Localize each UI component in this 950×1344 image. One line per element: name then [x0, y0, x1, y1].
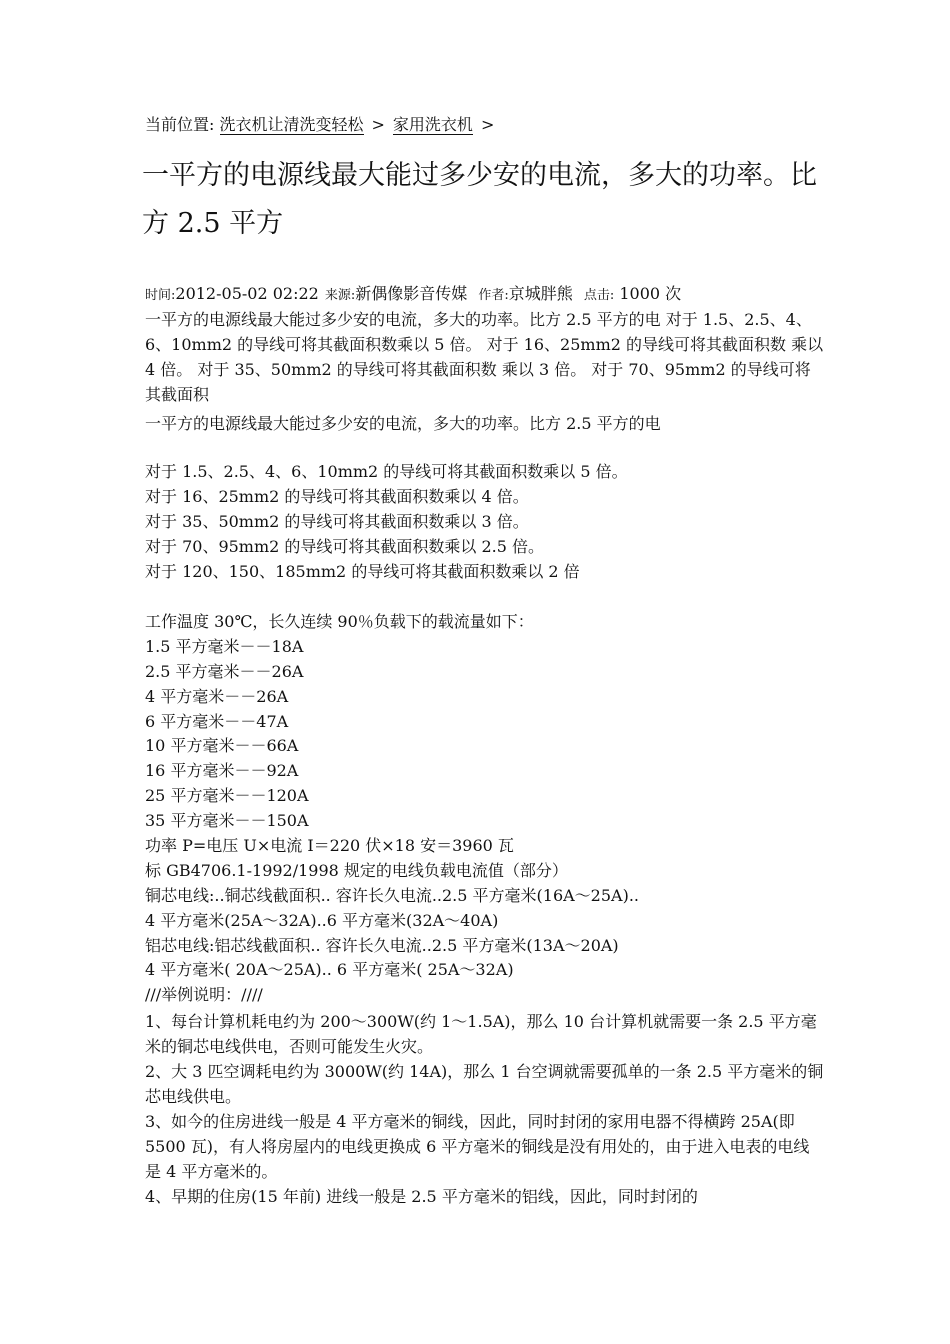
clicks-value: 1000 次 [619, 284, 682, 303]
rating-line: 4 平方毫米－－26A [145, 686, 289, 706]
rating-line: 标 GB4706.1-1992/1998 规定的电线负载电流值（部分） [145, 860, 568, 880]
example-paragraph: 1、每台计算机耗电约为 200～300W(约 1～1.5A)，那么 10 台计算机就需要一条 2.5 平方毫米的铜芯电线供电，否则可能发生火灾。 [145, 1012, 817, 1056]
summary-paragraph: 一平方的电源线最大能过多少安的电流，多大的功率。比方 2.5 平方的电 对于 1.5、2.5、4、6、10mm2 的导线可将其截面积数乘以 5 倍。 对于 16、25mm2 的导线可将其截面积数 乘以 4 倍。 对于 35、50mm2 的导线可将其截面积数 乘以 3 倍。 对于 70、95mm2 的导线可将其截面积 [145, 310, 824, 404]
rating-line: 6 平方毫米－－47A [145, 711, 289, 731]
rating-line: 4 平方毫米(25A～32A)..6 平方毫米(32A～40A) [145, 910, 499, 930]
rating-line: 35 平方毫米－－150A [145, 811, 309, 831]
breadcrumb-link-washer-cleaning[interactable]: 洗衣机让清洗变轻松 [219, 115, 364, 134]
multiplier-line: 对于 1.5、2.5、4、6、10mm2 的导线可将其截面积数乘以 5 倍。 [145, 462, 628, 481]
multiplier-line: 对于 120、150、185mm2 的导线可将其截面积数乘以 2 倍 [145, 561, 580, 581]
author-label: 作者: [478, 288, 509, 303]
rating-line: 10 平方毫米－－66A [145, 736, 299, 756]
rating-line: ///举例说明：//// [145, 985, 263, 1005]
multiplier-line: 对于 16、25mm2 的导线可将其截面积数乘以 4 倍。 [145, 486, 529, 506]
rating-line: 1.5 平方毫米－－18A [145, 636, 304, 656]
example-paragraph: 4、早期的住房(15 年前) 进线一般是 2.5 平方毫米的铝线，因此，同时封闭的 [145, 1187, 698, 1206]
multiplier-line: 对于 70、95mm2 的导线可将其截面积数乘以 2.5 倍。 [145, 536, 545, 556]
example-paragraph: 3、如今的住房进线一般是 4 平方毫米的铜线，因此，同时封闭的家用电器不得横跨 25A(即 5500 瓦)，有人将房屋内的电线更换成 6 平方毫米的铜线是没有用处的，由于进入电表的电线是 4 平方毫米的。 [145, 1112, 810, 1181]
rating-line: 铜芯电线:..铜芯线截面积.. 容许长久电流..2.5 平方毫米(16A～25A).. [145, 885, 640, 905]
breadcrumb-separator: > [480, 115, 495, 134]
example-paragraph: 2、大 3 匹空调耗电约为 3000W(约 14A)，那么 1 台空调就需要孤单的一条 2.5 平方毫米的铜芯电线供电。 [145, 1062, 824, 1106]
current-rating-list [145, 610, 825, 1008]
rating-line: 工作温度 30℃，长久连续 90％负载下的载流量如下： [145, 612, 534, 631]
breadcrumb-prefix: 当前位置: [145, 115, 215, 134]
multiplier-list [145, 460, 825, 584]
breadcrumb-separator: > [371, 115, 385, 134]
rating-line: 2.5 平方毫米－－26A [145, 661, 304, 681]
rating-line: 铝芯电线:铝芯线截面积.. 容许长久电流..2.5 平方毫米(13A～20A) [145, 935, 619, 955]
author-value: 京城胖熊 [508, 284, 573, 303]
time-label: 时间: [145, 288, 176, 303]
article-meta [145, 282, 687, 308]
source-value: 新偶像影音传媒 [355, 284, 468, 303]
time-value: 2012-05-02 02:22 [175, 284, 319, 303]
breadcrumb-link-home-washer[interactable]: 家用洗衣机 [392, 115, 473, 134]
rating-line: 25 平方毫米－－120A [145, 786, 309, 806]
rating-line: 16 平方毫米－－92A [145, 761, 299, 781]
clicks-label: 点击: [583, 288, 615, 303]
multiplier-line: 对于 35、50mm2 的导线可将其截面积数乘以 3 倍。 [145, 511, 529, 531]
breadcrumb [145, 113, 502, 137]
rating-line: 4 平方毫米( 20A～25A).. 6 平方毫米( 25A～32A) [145, 960, 514, 980]
source-label: 来源: [324, 288, 356, 303]
intro-line: 一平方的电源线最大能过多少安的电流，多大的功率。比方 2.5 平方的电 [145, 414, 661, 433]
page-title: 一平方的电源线最大能过多少安的电流，多大的功率。比方 2.5 平方 [142, 160, 817, 239]
rating-line: 功率 P=电压 U×电流 I＝220 伏×18 安＝3960 瓦 [145, 836, 514, 856]
